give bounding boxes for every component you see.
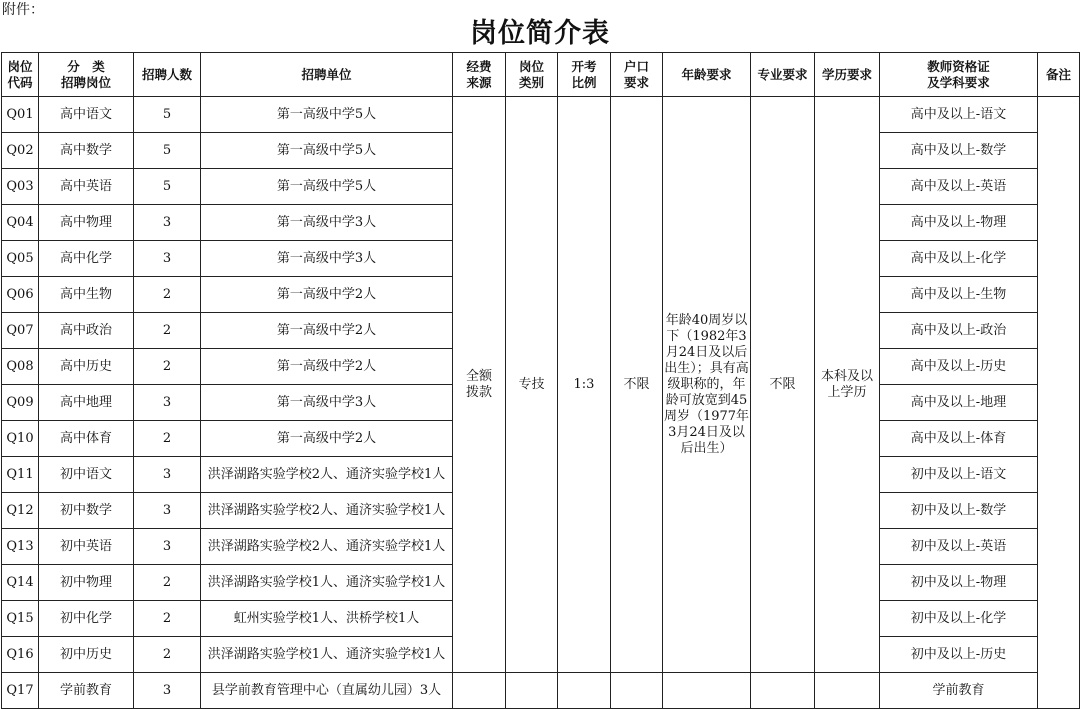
cell-count: 5: [134, 97, 201, 133]
cell-unit: 第一高级中学2人: [201, 313, 453, 349]
cell-unit: 第一高级中学5人: [201, 169, 453, 205]
cell-cert: 高中及以上-生物: [880, 277, 1038, 313]
cell-count: 5: [134, 133, 201, 169]
cell-post: 高中体育: [39, 421, 134, 457]
cell-education: 本科及以 上学历: [815, 97, 880, 673]
header-age: 年龄要求: [663, 53, 751, 97]
cell-code: Q14: [2, 565, 39, 601]
cell-ratio: 1:3: [558, 97, 611, 673]
cell-post: 初中数学: [39, 493, 134, 529]
cell-count: 3: [134, 241, 201, 277]
cell-code: Q03: [2, 169, 39, 205]
cell-count: 3: [134, 529, 201, 565]
cell-code: Q11: [2, 457, 39, 493]
cell-post: 高中政治: [39, 313, 134, 349]
cell-ratio: [558, 673, 611, 709]
header-funding: 经费 来源: [453, 53, 506, 97]
cell-post: 初中语文: [39, 457, 134, 493]
cell-count: 2: [134, 277, 201, 313]
cell-cert: 高中及以上-政治: [880, 313, 1038, 349]
cell-count: 2: [134, 565, 201, 601]
cell-post: 学前教育: [39, 673, 134, 709]
header-category: 分 类 招聘岗位: [39, 53, 134, 97]
cell-code: Q06: [2, 277, 39, 313]
cell-unit: 洪泽湖路实验学校2人、通济实验学校1人: [201, 457, 453, 493]
cell-code: Q04: [2, 205, 39, 241]
cell-cert: 初中及以上-化学: [880, 601, 1038, 637]
cell-hukou: 不限: [611, 97, 663, 673]
table-row: [2, 673, 1080, 709]
page-title: 岗位简介表: [470, 18, 610, 49]
cell-unit: 洪泽湖路实验学校2人、通济实验学校1人: [201, 493, 453, 529]
cell-count: 3: [134, 205, 201, 241]
header-cert: 教师资格证 及学科要求: [880, 53, 1038, 97]
cell-education: [815, 673, 880, 709]
cell-post: 高中地理: [39, 385, 134, 421]
cell-post: 高中历史: [39, 349, 134, 385]
cell-post: 初中历史: [39, 637, 134, 673]
cell-count: 3: [134, 385, 201, 421]
cell-count: 2: [134, 637, 201, 673]
cell-code: Q02: [2, 133, 39, 169]
cell-unit: 第一高级中学2人: [201, 421, 453, 457]
cell-post: 高中化学: [39, 241, 134, 277]
cell-post: 高中物理: [39, 205, 134, 241]
cell-post: 高中语文: [39, 97, 134, 133]
cell-cert: 初中及以上-英语: [880, 529, 1038, 565]
cell-code: Q07: [2, 313, 39, 349]
cell-unit: 洪泽湖路实验学校1人、通济实验学校1人: [201, 637, 453, 673]
cell-code: Q12: [2, 493, 39, 529]
cell-notes: [1038, 97, 1080, 709]
cell-major: 不限: [751, 97, 815, 673]
header-hukou: 户口 要求: [611, 53, 663, 97]
cell-post: 高中英语: [39, 169, 134, 205]
age-requirement-text: 年龄40周岁以下（1982年3月24日及以后出生）；具有高级职称的，年龄可放宽到45周岁（1977年3月24日及以后出生）: [663, 312, 750, 456]
cell-funding: 全额 拨款: [453, 97, 506, 673]
cell-count: 2: [134, 349, 201, 385]
cell-unit: 第一高级中学5人: [201, 133, 453, 169]
header-major: 专业要求: [751, 53, 815, 97]
cell-cert: 初中及以上-语文: [880, 457, 1038, 493]
cell-code: Q05: [2, 241, 39, 277]
cell-count: 3: [134, 457, 201, 493]
cell-major: [751, 673, 815, 709]
cell-post-type: [506, 673, 558, 709]
cell-unit: 县学前教育管理中心（直属幼儿园）3人: [201, 673, 453, 709]
cell-count: 2: [134, 313, 201, 349]
cell-code: Q01: [2, 97, 39, 133]
cell-cert: 高中及以上-语文: [880, 97, 1038, 133]
cell-unit: 第一高级中学3人: [201, 205, 453, 241]
cell-cert: 高中及以上-英语: [880, 169, 1038, 205]
table-body: [2, 97, 1080, 709]
cell-post-type: 专技: [506, 97, 558, 673]
cell-code: Q17: [2, 673, 39, 709]
cell-cert: 初中及以上-物理: [880, 565, 1038, 601]
cell-unit: 洪泽湖路实验学校1人、通济实验学校1人: [201, 565, 453, 601]
cell-count: 2: [134, 601, 201, 637]
cell-count: 5: [134, 169, 201, 205]
cell-funding: [453, 673, 506, 709]
cell-unit: 第一高级中学3人: [201, 385, 453, 421]
cell-cert: 初中及以上-历史: [880, 637, 1038, 673]
cell-code: Q16: [2, 637, 39, 673]
cell-code: Q08: [2, 349, 39, 385]
cell-cert: 学前教育: [880, 673, 1038, 709]
cell-count: 2: [134, 421, 201, 457]
cell-unit: 第一高级中学2人: [201, 277, 453, 313]
header-post-type: 岗位 类别: [506, 53, 558, 97]
cell-unit: 第一高级中学5人: [201, 97, 453, 133]
cell-code: Q09: [2, 385, 39, 421]
cell-unit: 虹州实验学校1人、洪桥学校1人: [201, 601, 453, 637]
cell-unit: 第一高级中学2人: [201, 349, 453, 385]
cell-cert: 高中及以上-化学: [880, 241, 1038, 277]
cell-post: 高中生物: [39, 277, 134, 313]
header-notes: 备注: [1038, 53, 1080, 97]
attachment-label: 附件：: [2, 2, 44, 18]
cell-cert: 高中及以上-历史: [880, 349, 1038, 385]
cell-cert: 高中及以上-地理: [880, 385, 1038, 421]
cell-cert: 高中及以上-数学: [880, 133, 1038, 169]
table-row: [2, 97, 1080, 133]
cell-code: Q10: [2, 421, 39, 457]
cell-post: 初中英语: [39, 529, 134, 565]
cell-post: 初中物理: [39, 565, 134, 601]
cell-age: [663, 97, 751, 673]
cell-code: Q15: [2, 601, 39, 637]
cell-cert: 初中及以上-数学: [880, 493, 1038, 529]
cell-code: Q13: [2, 529, 39, 565]
cell-cert: 高中及以上-物理: [880, 205, 1038, 241]
cell-unit: 洪泽湖路实验学校2人、通济实验学校1人: [201, 529, 453, 565]
header-count: 招聘人数: [134, 53, 201, 97]
header-row: [2, 53, 1080, 97]
position-table: [1, 52, 1080, 709]
cell-hukou: [611, 673, 663, 709]
cell-cert: 高中及以上-体育: [880, 421, 1038, 457]
header-ratio: 开考 比例: [558, 53, 611, 97]
header-unit: 招聘单位: [201, 53, 453, 97]
header-code: 岗位 代码: [2, 53, 39, 97]
cell-post: 高中数学: [39, 133, 134, 169]
header-education: 学历要求: [815, 53, 880, 97]
cell-post: 初中化学: [39, 601, 134, 637]
cell-count: 3: [134, 673, 201, 709]
cell-age: [663, 673, 751, 709]
cell-unit: 第一高级中学3人: [201, 241, 453, 277]
cell-count: 3: [134, 493, 201, 529]
